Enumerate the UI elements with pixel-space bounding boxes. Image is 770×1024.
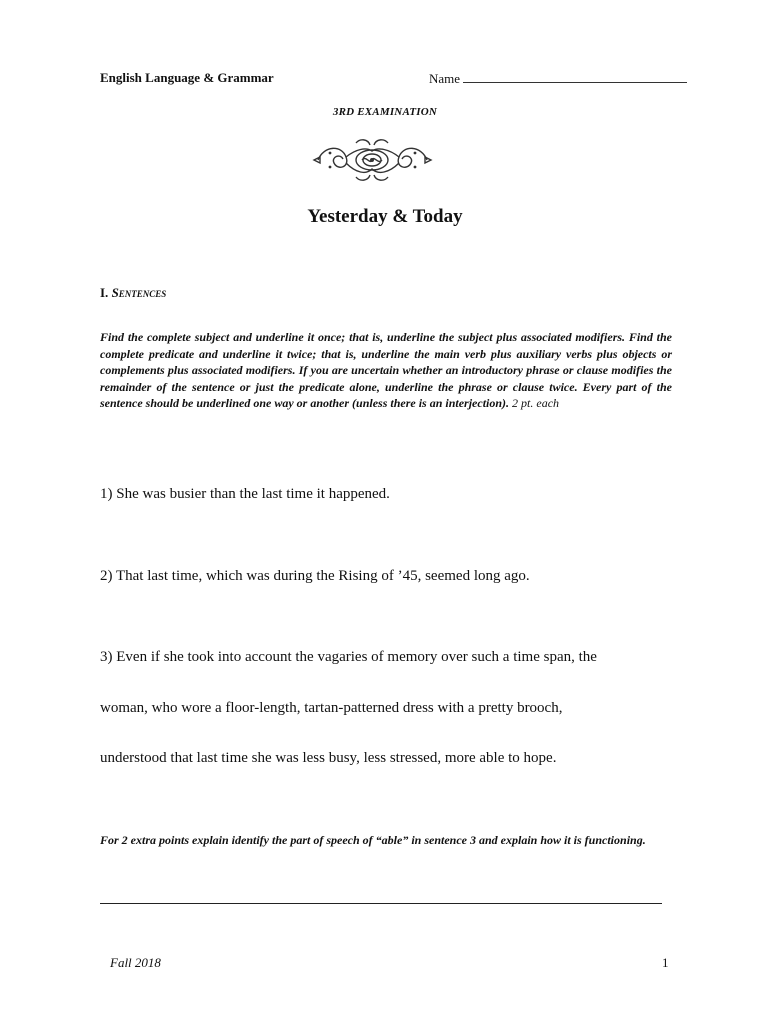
points-note: 2 pt. each	[512, 396, 560, 411]
sentence-3-line-1: 3) Even if she took into account the vagaries of memory over such a time span, the	[100, 649, 597, 665]
sentence-1: 1) She was busier than the last time it happened.	[100, 486, 390, 502]
sentence-3-line-2: woman, who wore a floor-length, tartan-patterned dress with a pretty brooch,	[100, 700, 563, 716]
sentence-3-line-3: understood that last time she was less busy, less stressed, more able to hope.	[100, 750, 557, 766]
name-field	[429, 70, 687, 87]
page-number: 1	[662, 955, 669, 970]
name-blank-line	[463, 70, 687, 83]
answer-line	[100, 903, 662, 904]
name-label: Name	[429, 71, 461, 86]
decorative-scroll-ornament-icon	[310, 135, 435, 185]
footer-term: Fall 2018	[110, 955, 161, 970]
course-title: English Language & Grammar	[100, 70, 274, 85]
section-title: Sentences	[111, 285, 167, 300]
extra-credit-prompt: For 2 extra points explain identify the part of speech of “able” in sentence 3 and explain how it is functioning.	[100, 833, 646, 847]
exam-label: 3RD EXAMINATION	[332, 106, 438, 118]
page-title: Yesterday & Today	[307, 206, 463, 227]
section-number: I.	[100, 285, 109, 300]
sentence-2: 2) That last time, which was during the Rising of ’45, seemed long ago.	[100, 568, 530, 584]
section-instructions	[100, 329, 672, 412]
instructions-text: Find the complete subject and underline it once; that is, underline the subject plus associated modifiers. Find the complete predicate and underline it twice; that is, underline the main verb plus auxiliary verbs plus objects or complements plus associated modifiers. If you are uncertain whether an introductory phrase or clause modifies the remainder of the sentence or just the predicate alone, underline the phrase or clause twice. Every part of the sentence should be underlined one way or another (unless there is an interjection).	[100, 330, 672, 411]
section-heading	[100, 285, 166, 301]
